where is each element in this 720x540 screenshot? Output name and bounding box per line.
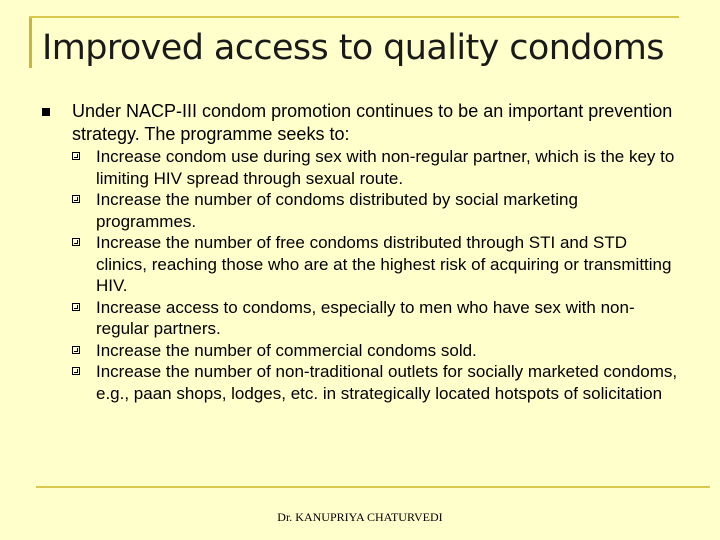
sub-bullet-text: Increase the number of free condoms distributed through STI and STD clinics, reaching those who are at the highest risk of acquiring or transmitting HIV. bbox=[96, 233, 672, 295]
sub-bullet-item bbox=[72, 189, 682, 232]
sub-bullet-text: Increase condom use during sex with non-regular partner, which is the key to limiting HIV spread through sexual route. bbox=[96, 147, 675, 188]
checkbox-bullet-icon bbox=[72, 303, 80, 311]
checkbox-bullet-icon bbox=[72, 195, 80, 203]
checkbox-bullet-icon bbox=[72, 367, 80, 375]
footer-author: Dr. KANUPRIYA CHATURVEDI bbox=[277, 510, 443, 524]
main-bullet-text: Under NACP-III condom promotion continues to be an important prevention strategy. The programme seeks to: bbox=[72, 101, 673, 144]
square-bullet-icon bbox=[42, 108, 50, 116]
sub-bullet-text: Increase the number of commercial condoms sold. bbox=[96, 340, 477, 360]
slide-body bbox=[42, 100, 682, 404]
sub-bullet-item bbox=[72, 361, 682, 404]
sub-bullet-item bbox=[72, 146, 682, 189]
sub-bullet-item bbox=[72, 340, 682, 362]
checkbox-bullet-icon bbox=[72, 238, 80, 246]
slide-title: Improved access to quality condoms bbox=[42, 28, 664, 68]
title-left-rule bbox=[29, 16, 32, 68]
main-bullet-item bbox=[42, 100, 682, 404]
sub-bullet-text: Increase the number of condoms distributed by social marketing programmes. bbox=[96, 190, 578, 231]
title-top-rule bbox=[29, 16, 679, 18]
footer-rule bbox=[36, 486, 710, 488]
sub-bullet-text: Increase the number of non-traditional outlets for socially marketed condoms, e.g., paan shops, lodges, etc. in strategically located hotspots of solicitation bbox=[96, 362, 678, 403]
sub-bullet-item bbox=[72, 297, 682, 340]
sub-bullet-text: Increase access to condoms, especially to men who have sex with non-regular partners. bbox=[96, 297, 635, 338]
sub-bullet-item bbox=[72, 232, 682, 297]
sub-bullet-list bbox=[72, 146, 682, 404]
checkbox-bullet-icon bbox=[72, 346, 80, 354]
checkbox-bullet-icon bbox=[72, 152, 80, 160]
